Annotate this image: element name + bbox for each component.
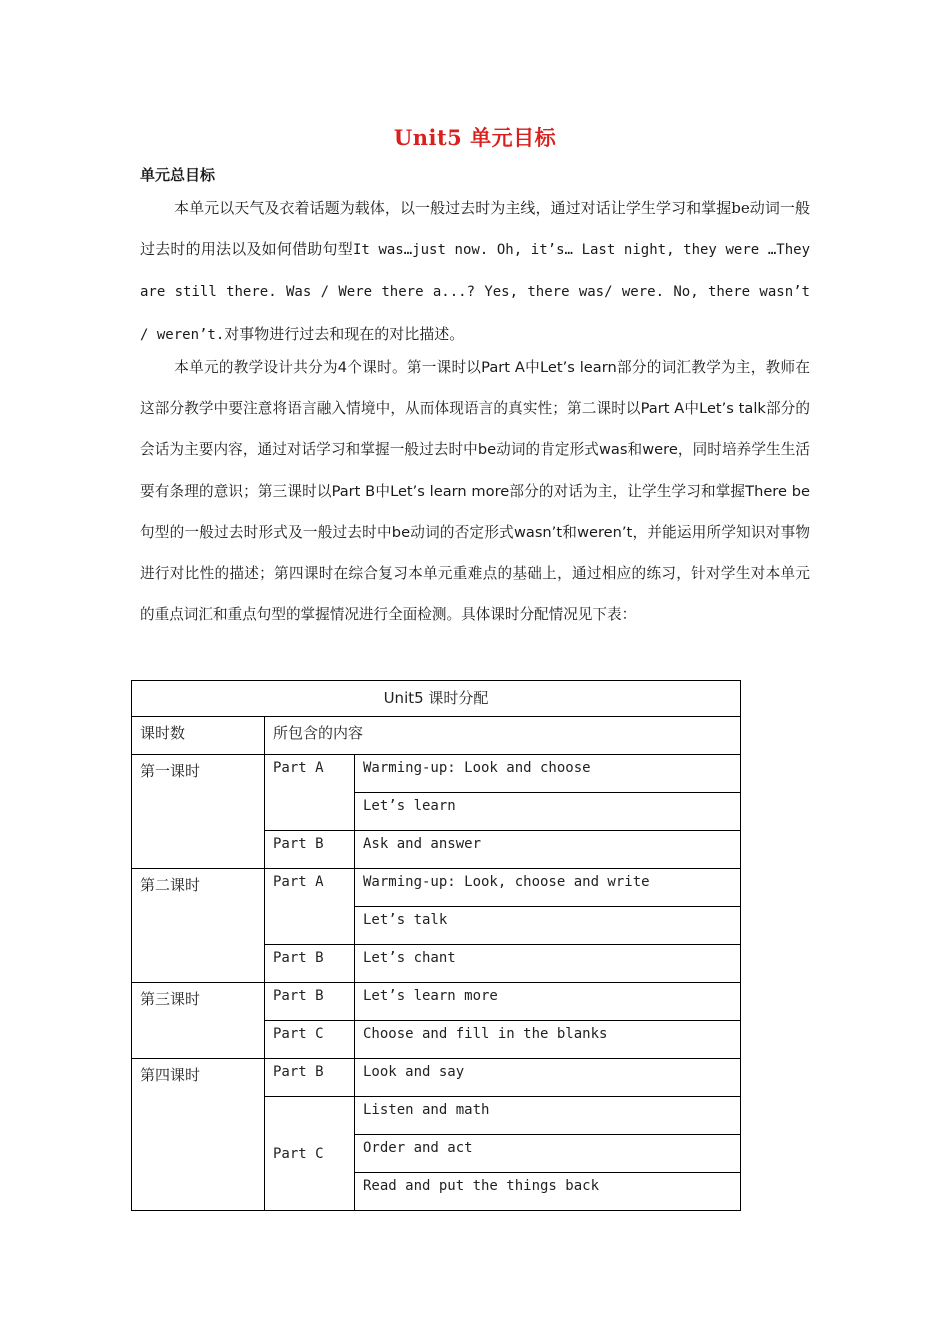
lesson-3-part-b: Part B: [265, 983, 355, 1021]
intro-text-4: 对事物进行过去和现在的对比描述。: [224, 324, 465, 343]
lesson-2-content: Let’s chant: [355, 945, 741, 983]
table-caption: Unit5 课时分配: [132, 681, 741, 717]
lesson-3-part-c: Part C: [265, 1021, 355, 1059]
lesson-plan-paragraph: [140, 347, 810, 635]
section-heading: 单元总目标: [140, 166, 216, 184]
lesson-2-part-b: Part B: [265, 945, 355, 983]
lesson-2-content: Let’s talk: [355, 907, 741, 945]
lesson-4-part-b: Part B: [265, 1059, 355, 1097]
table-row: [132, 869, 741, 907]
lesson-1-name: 第一课时: [132, 755, 265, 869]
lesson-4-content: Order and act: [355, 1135, 741, 1173]
lesson-3-name: 第三课时: [132, 983, 265, 1059]
intro-paragraph: [140, 188, 810, 356]
lesson-1-content: Ask and answer: [355, 831, 741, 869]
table-header-row: [132, 717, 741, 755]
table-row: [132, 983, 741, 1021]
lesson-4-part-c: Part C: [265, 1097, 355, 1211]
table-row: [132, 755, 741, 793]
header-contents: 所包含的内容: [265, 717, 741, 755]
lesson-1-part-a: Part A: [265, 755, 355, 831]
lesson-2-part-a: Part A: [265, 869, 355, 945]
lesson-4-name: 第四课时: [132, 1059, 265, 1211]
lesson-3-content: Choose and fill in the blanks: [355, 1021, 741, 1059]
intro-text-2: be: [731, 199, 750, 217]
lesson-4-content: Listen and math: [355, 1097, 741, 1135]
lesson-2-name: 第二课时: [132, 869, 265, 983]
lesson-1-content: Let’s learn: [355, 793, 741, 831]
lesson-allocation-table: [131, 680, 741, 1211]
table-row: [132, 1059, 741, 1097]
lesson-1-part-b: Part B: [265, 831, 355, 869]
lesson-2-content: Warming-up: Look, choose and write: [355, 869, 741, 907]
lesson-4-content: Read and put the things back: [355, 1173, 741, 1211]
lesson-plan-text: 本单元的教学设计共分为4个课时。第一课时以Part A中Let’s learn部分的词汇教学为主，教师在这部分教学中要注意将语言融入情境中，从而体现语言的真实性；第二课时以Part A中Let’s talk部分的会话为主要内容，通过对话学习和掌握一般过去时中be动词的肯定形式was和were，同时培养学生生活要有条理的意识；第三课时以Part B中Let’s learn more部分的对话为主，让学生学习和掌握There be句型的一般过去时形式及一般过去时中be动词的否定形式wasn’t和weren’t，并能运用所学知识对事物进行对比性的描述；第四课时在综合复习本单元重难点的基础上，通过相应的练习，针对学生对本单元的重点词汇和重点句型的掌握情况进行全面检测。具体课时分配情况见下表：: [140, 359, 810, 624]
intro-text-3: 动词一般过去时的用法以及如何借助句型: [140, 199, 810, 259]
lesson-4-content: Look and say: [355, 1059, 741, 1097]
lesson-1-content: Warming-up: Look and choose: [355, 755, 741, 793]
intro-sentence-patterns: It was…just now. Oh, it’s… Last night, they were …They are still there. Was / Were there a...? Yes, there was/ were. No, there wasn’t / weren’t.: [140, 242, 810, 343]
page-title: Unit5 单元目标: [393, 125, 557, 150]
header-lessons: 课时数: [132, 717, 265, 755]
table-caption-row: [132, 681, 741, 717]
lesson-3-content: Let’s learn more: [355, 983, 741, 1021]
intro-text-1: 本单元以天气及衣着话题为载体，以一般过去时为主线，通过对话让学生学习和掌握: [174, 199, 732, 217]
